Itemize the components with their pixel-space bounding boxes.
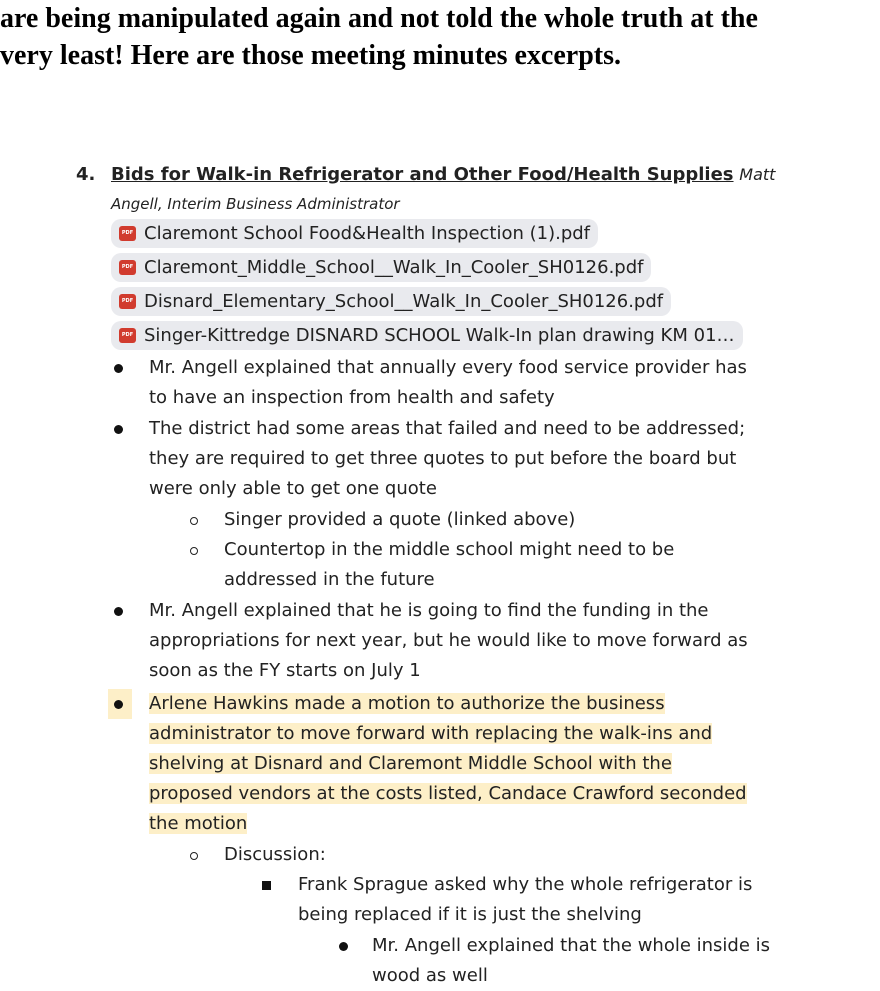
intro-line-2: very least! Here are those meeting minutes excerpts. [0,40,621,71]
attachment-name: Claremont_Middle_School__Walk_In_Cooler_SH0126.pdf [144,257,644,278]
bullet-text: appropriations for next year, but he would like to move forward as [149,630,748,651]
bullet-icon [339,931,348,961]
sub-bullet-text: Singer provided a quote (linked above) [224,509,576,530]
attachment-name: Claremont School Food&Health Inspection (1).pdf [144,223,591,244]
attachment-link[interactable] [111,219,598,248]
bullet-icon [114,353,123,383]
attachment-name: Disnard_Elementary_School__Walk_In_Cooler_SH0126.pdf [144,291,664,312]
square-bullet-icon [262,870,271,900]
agenda-item-number: 4. [76,164,96,185]
pdf-icon: PDF [119,328,136,343]
attachment-link[interactable] [111,253,651,282]
sub-bullet-icon [190,535,198,565]
bullet-text: The district had some areas that failed and need to be addressed; [149,418,746,439]
sub-bullet-text: Countertop in the middle school might need to be [224,539,675,560]
sub-bullet-text: Discussion: [224,844,326,865]
attachment-name: Singer-Kittredge DISNARD SCHOOL Walk-In plan drawing KM 01… [144,325,735,346]
motion-text: Arlene Hawkins made a motion to authorize the business [149,693,665,714]
attachment-link[interactable] [111,321,743,350]
bullet-icon [114,596,123,626]
intro-line-1: are being manipulated again and not told the whole truth at the [0,3,758,34]
bullet-text: Mr. Angell explained that annually every food service provider has [149,357,747,378]
motion-text: administrator to move forward with replacing the walk-ins and [149,723,713,744]
sub-bullet-icon [190,840,198,870]
bullet-text: to have an inspection from health and safety [149,387,555,408]
agenda-item-presenter-role: Angell, Interim Business Administrator [111,195,400,213]
bullet-icon [114,414,123,444]
motion-text: shelving at Disnard and Claremont Middle School with the [149,753,672,774]
motion-text: proposed vendors at the costs listed, Candace Crawford seconded [149,783,747,804]
bullet-icon [114,689,123,719]
bullet-text: were only able to get one quote [149,478,437,499]
agenda-item-presenter: Matt [739,165,776,184]
bullet-text: Mr. Angell explained that he is going to find the funding in the [149,600,709,621]
pdf-icon: PDF [119,260,136,275]
pdf-icon: PDF [119,294,136,309]
motion-text: the motion [149,813,248,834]
bullet-text: soon as the FY starts on July 1 [149,660,421,681]
quaternary-bullet-text: Mr. Angell explained that the whole inside is [372,935,771,956]
sub-bullet-icon [190,505,198,535]
attachment-link[interactable] [111,287,671,316]
bullet-text: they are required to get three quotes to put before the board but [149,448,737,469]
quaternary-bullet-text: wood as well [372,965,488,986]
agenda-item-heading [76,164,775,186]
tertiary-bullet-text: Frank Sprague asked why the whole refrigerator is [298,874,753,895]
intro-text [0,0,758,74]
sub-bullet-text: addressed in the future [224,569,435,590]
pdf-icon: PDF [119,226,136,241]
tertiary-bullet-text: being replaced if it is just the shelving [298,904,642,925]
agenda-item-title: Bids for Walk-in Refrigerator and Other Food/Health Supplies [111,164,734,185]
